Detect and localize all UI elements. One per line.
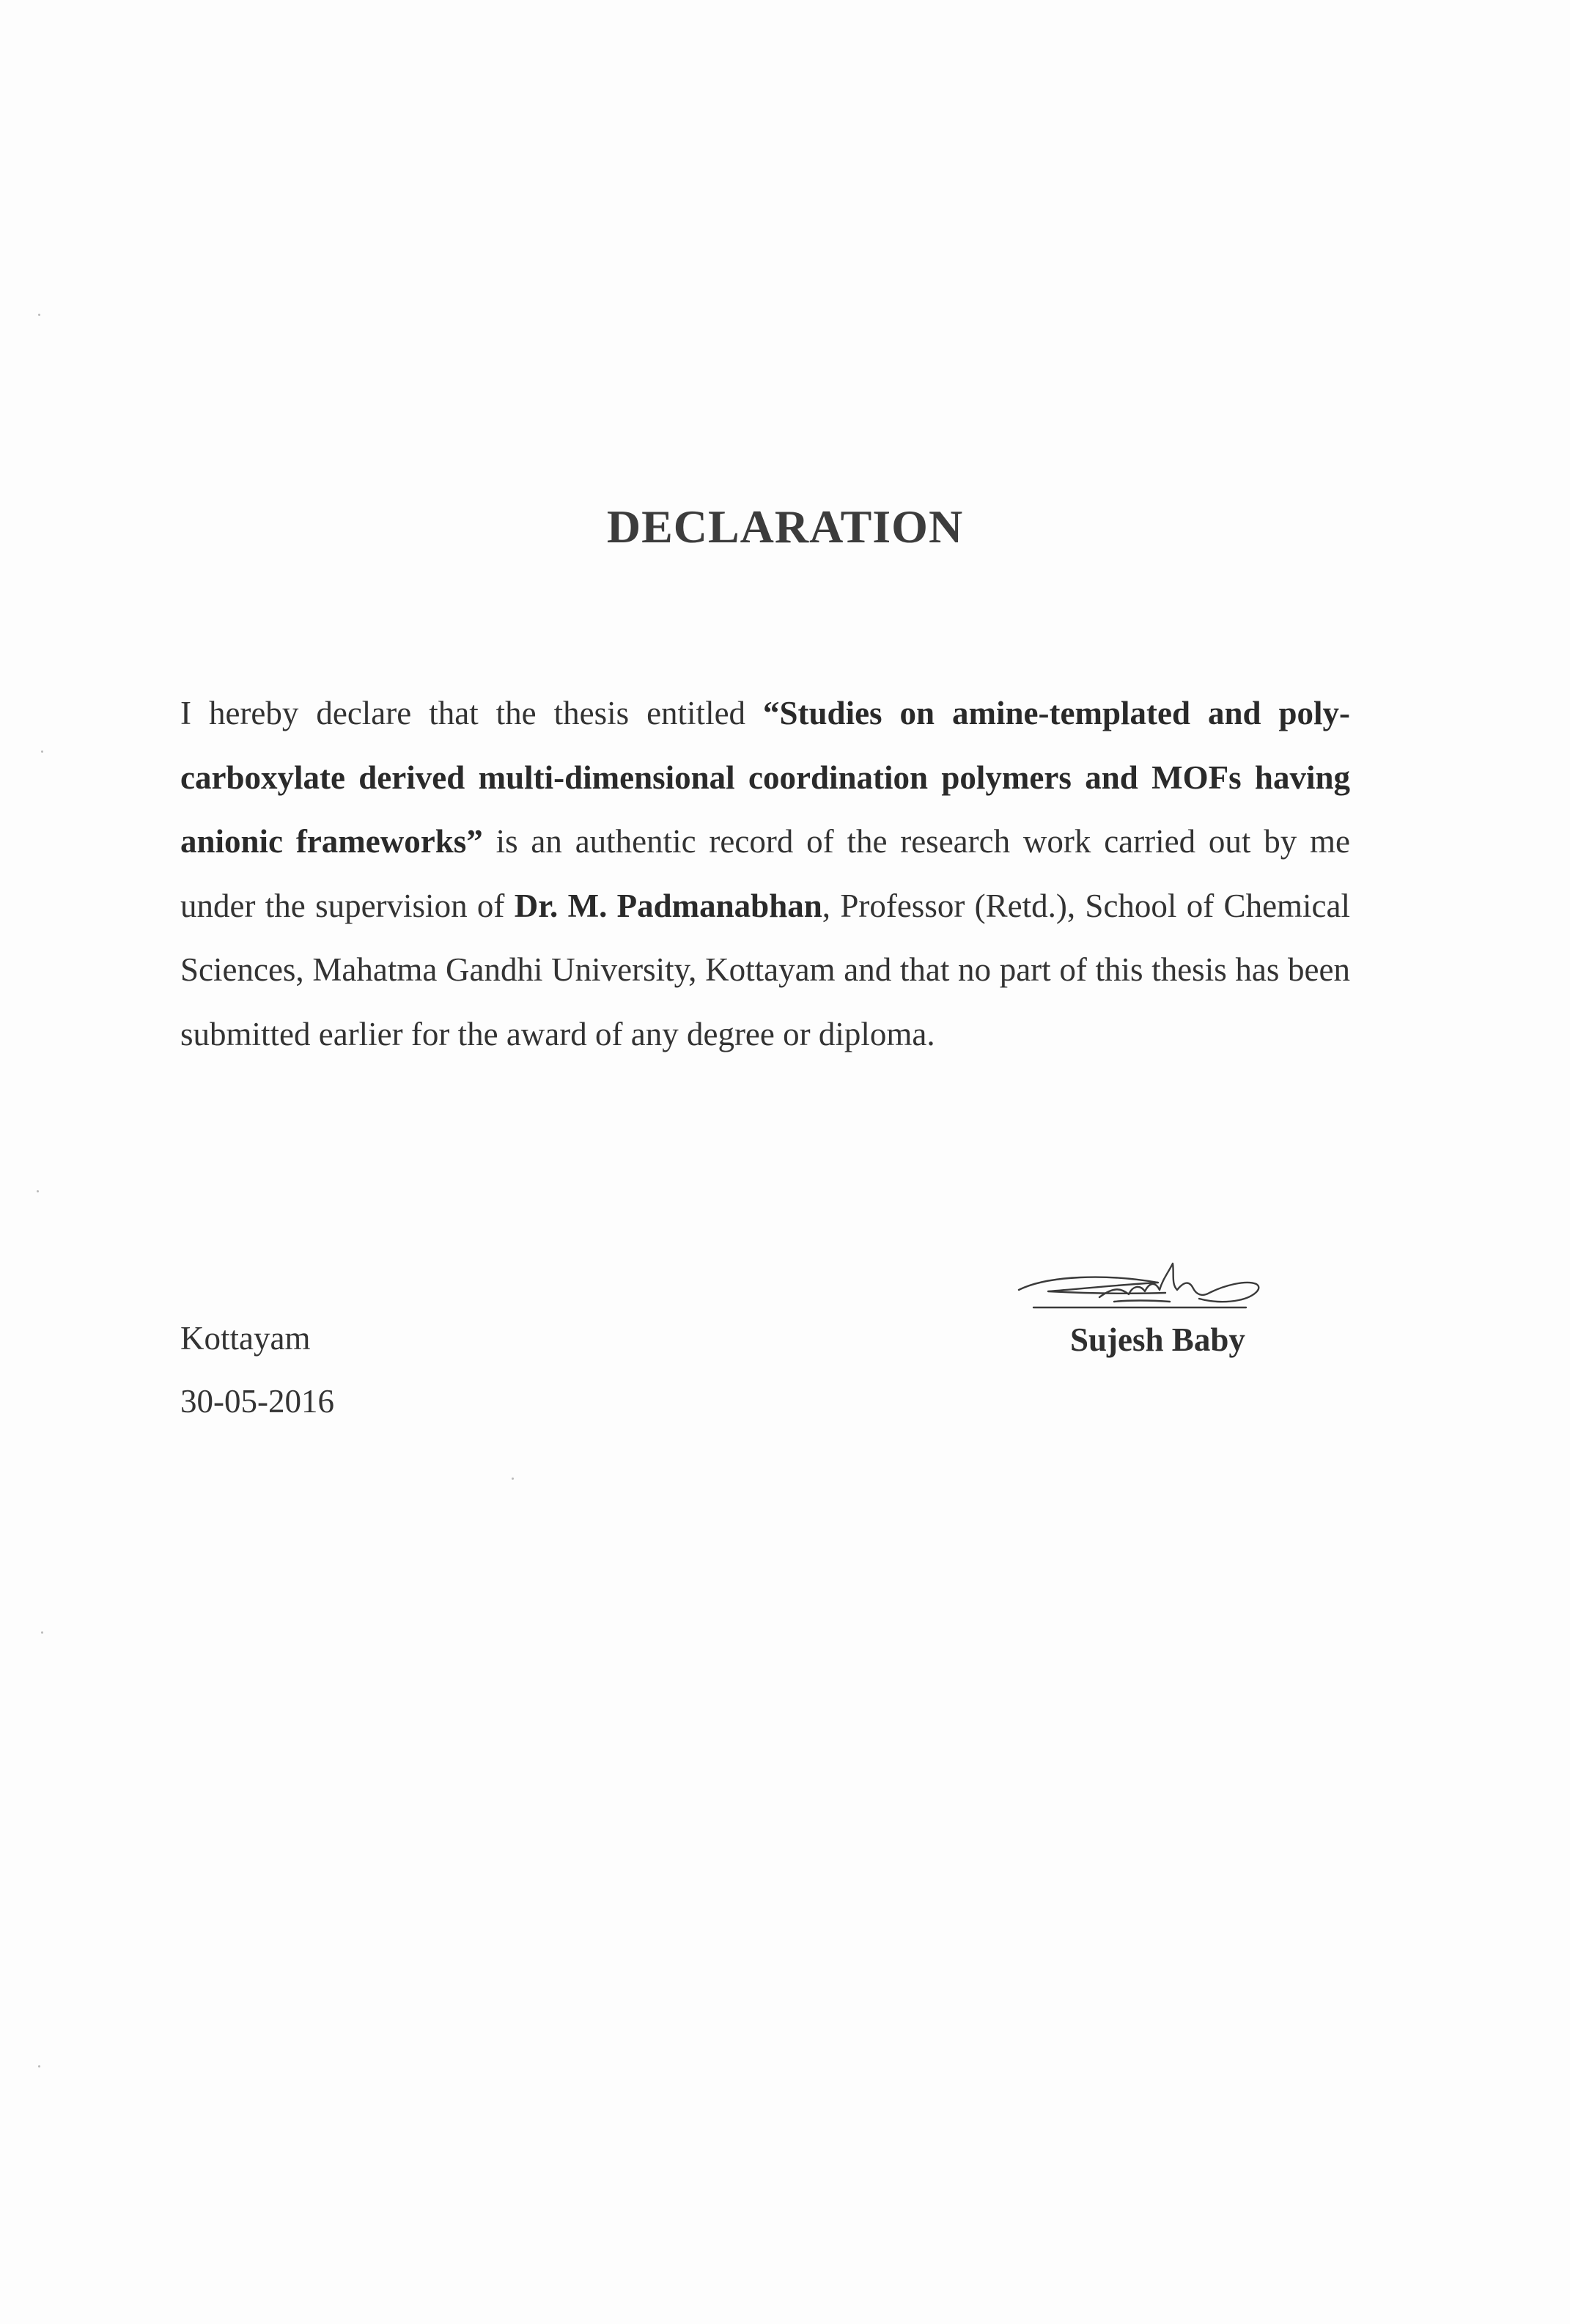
scan-speck bbox=[512, 1478, 514, 1480]
date: 30-05-2016 bbox=[180, 1383, 334, 1420]
supervisor-name: Dr. M. Padmanabhan bbox=[514, 887, 822, 924]
thesis-title: “Studies on amine-templated and poly-carboxylate derived multi-dimensional coordination polymers and MOFs having anionic frameworks” bbox=[180, 695, 1350, 860]
scan-speck bbox=[37, 1190, 39, 1192]
declaration-intro: I hereby declare that the thesis entitled bbox=[180, 695, 764, 731]
scan-speck bbox=[41, 1631, 43, 1634]
declaration-ending: , Professor (Retd.), School of Chemical Sciences, Mahatma Gandhi University, Kottayam and that no part of this thesis has been submitted earlier for the award of any degree or diploma. bbox=[180, 887, 1350, 1052]
scan-speck bbox=[38, 2065, 40, 2067]
page-title: DECLARATION bbox=[606, 501, 964, 553]
declaration-paragraph bbox=[180, 682, 1350, 1066]
place: Kottayam bbox=[180, 1320, 311, 1357]
signer-name: Sujesh Baby bbox=[1070, 1321, 1245, 1358]
declaration-middle: is an authentic record of the research work carried out by me under the supervision of bbox=[180, 823, 1350, 924]
scan-speck bbox=[38, 314, 40, 316]
scan-speck bbox=[41, 750, 43, 753]
